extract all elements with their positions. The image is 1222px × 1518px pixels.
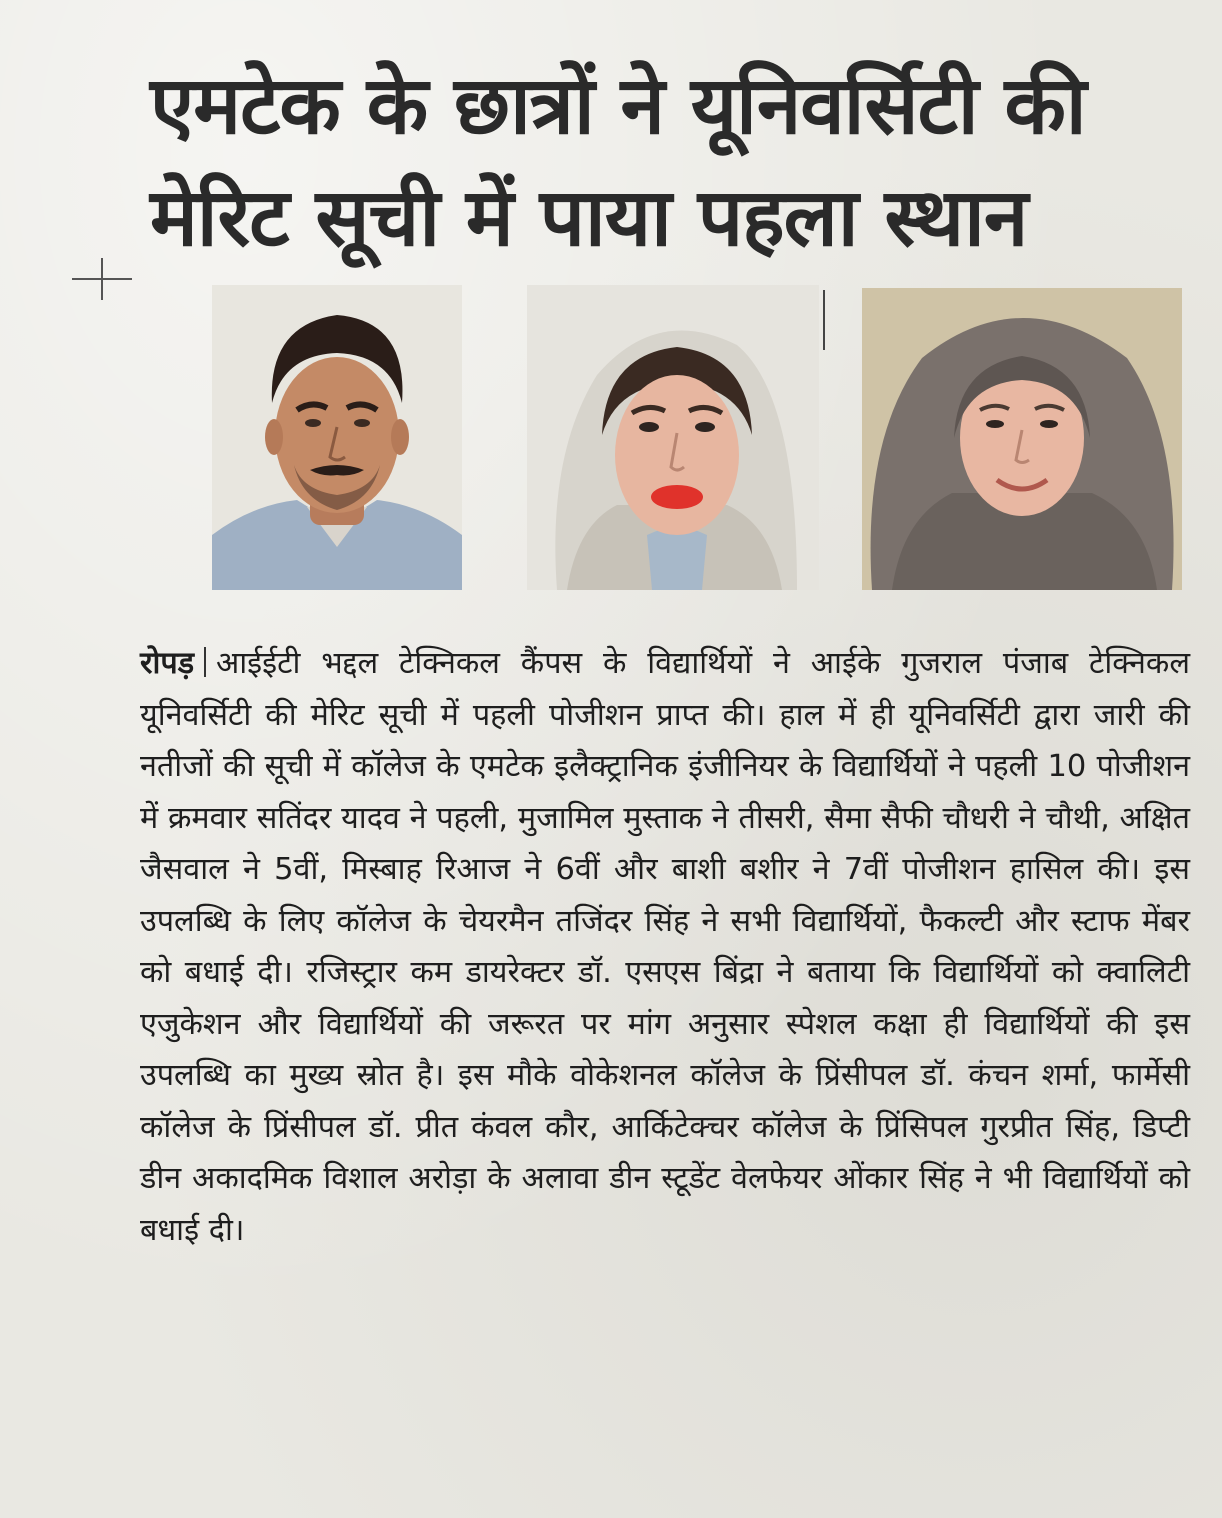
dateline: रोपड़ [140,646,195,681]
headline-line-2: मेरिट सूची में पाया पहला स्थान [150,171,1028,264]
column-rule [823,290,825,350]
headline-line-1: एमटेक के छात्रों ने यूनिवर्सिटी की [150,59,1086,152]
article-text: आईईटी भद्दल टेक्निकल कैंपस के विद्यार्थियों ने आईके गुजराल पंजाब टेक्निकल यूनिवर्सिटी की मेरिट सूची में पहली पोजीशन प्राप्त की। हाल में ही यूनिवर्सिटी द्वारा जारी की नतीजों की सूची में कॉलेज के एमटेक इलैक्ट्रानिक इंजीनियर के विद्यार्थियों ने पहली 10 पोजीशन में क्रमवार सतिंदर यादव ने पहली, मुजामिल मुस्ताक ने तीसरी, सैमा सैफी चौधरी ने चौथी, अक्षित जैसवाल ने 5वीं, मिस्बाह रिआज ने 6वीं और बाशी बशीर ने 7वीं पोजीशन हासिल की। इस उपलब्धि के लिए कॉलेज के चेयरमैन तजिंदर सिंह ने सभी विद्यार्थियों, फैकल्टी और स्टाफ मेंबर को बधाई दी। रजिस्ट्रार कम डायरेक्टर डॉ. एसएस बिंद्रा ने बताया कि विद्यार्थियों को क्वालिटी एजुकेशन और विद्यार्थियों की जरूरत पर मांग अनुसार स्पेशल कक्षा ही विद्यार्थियों की इस उपलब्धि का मुख्य स्रोत है। इस मौके वोकेशनल कॉलेज के प्रिंसीपल डॉ. कंचन शर्मा, फार्मेसी कॉलेज के प्रिंसीपल डॉ. प्रीत कंवल कौर, आर्किटेक्चर कॉलेज के प्रिंसिपल गुरप्रीत सिंह, डिप्टी डीन अकादमिक विशाल अरोड़ा के अलावा डीन स्टूडेंट वेलफेयर ओंकार सिंह ने भी विद्यार्थियों को बधाई दी। [140,646,1190,1248]
dateline-separator [204,647,206,677]
student-photo-2 [527,285,819,590]
headline [150,50,1110,274]
student-photo-1 [212,285,462,590]
student-photo-3 [862,288,1182,590]
article-body [140,638,1190,1256]
registration-mark-icon [72,258,132,298]
